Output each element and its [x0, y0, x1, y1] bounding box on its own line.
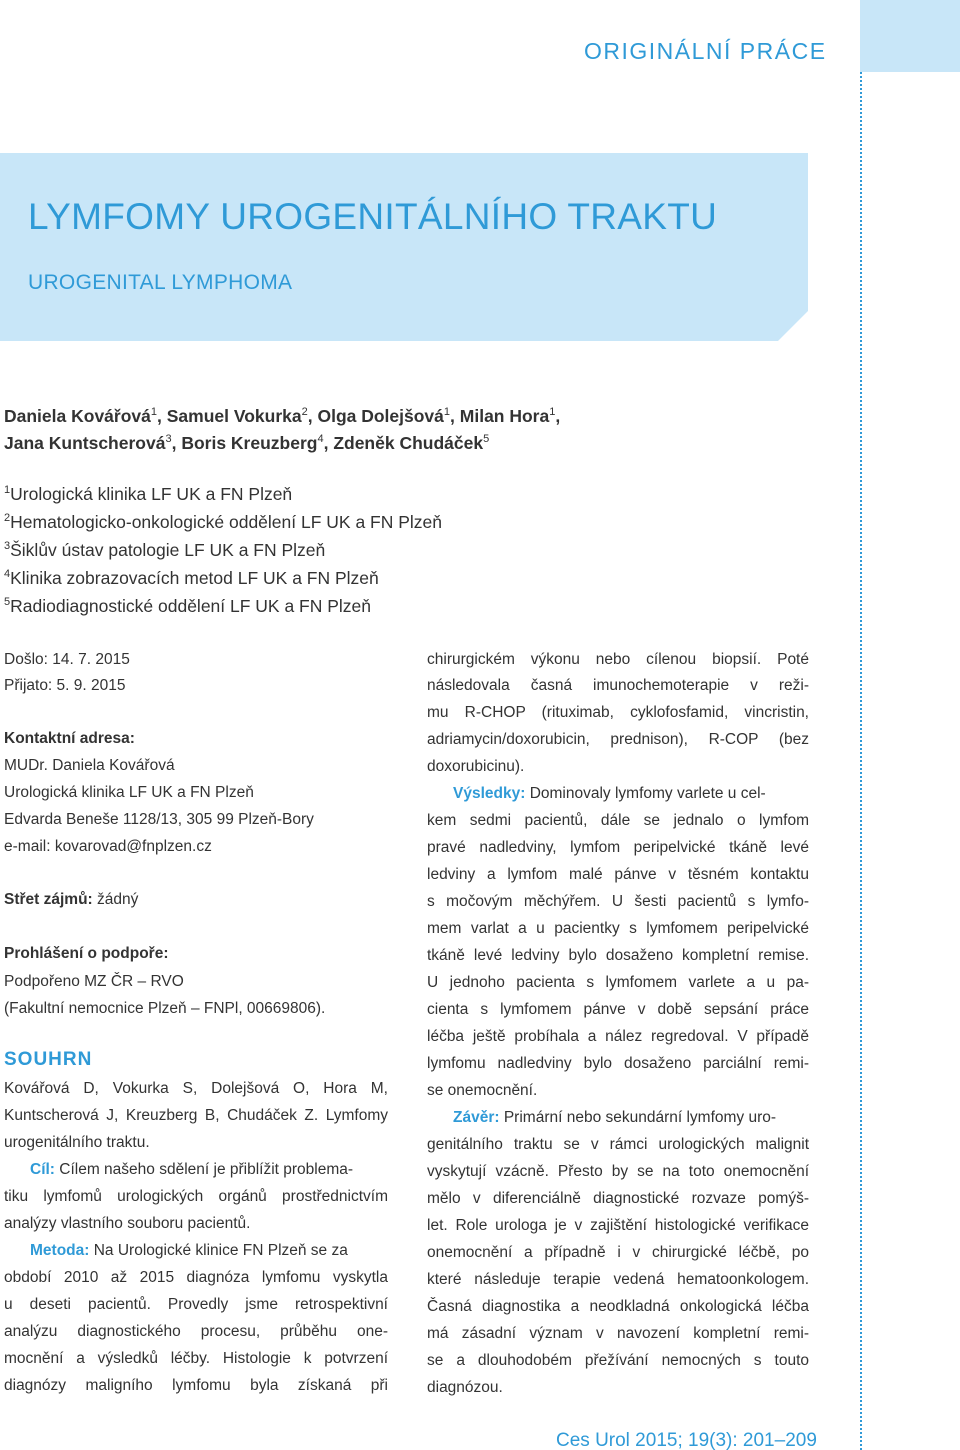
author-affil-sup: 1	[549, 406, 556, 419]
contact-line: Urologická klinika LF UK a FN Plzeň	[4, 784, 254, 801]
summary-citation-line: Kuntscherová J, Kreuzberg B, Chudáček Z. Lymfomy	[4, 1107, 388, 1124]
author-name: Samuel Vokurka	[166, 406, 302, 426]
support-line: (Fakultní nemocnice Plzeň – FNPl, 00669806).	[4, 1000, 326, 1017]
affiliation-1	[4, 484, 292, 505]
aim-line	[30, 1161, 353, 1179]
conflict-of-interest	[4, 891, 138, 909]
title-box	[0, 153, 808, 341]
results-label: Výsledky:	[453, 785, 526, 802]
author-name: Jana Kuntscherová	[4, 433, 166, 453]
results-line: ledviny a lymfom malé pánve v těsném kontaktu	[427, 866, 809, 883]
results-line: s močovým měchýřem. U šesti pacientů s lymfo-	[427, 893, 809, 910]
contact-heading: Kontaktní adresa:	[4, 730, 135, 747]
method-line: období 2010 až 2015 diagnóza lymfomu vyskytla	[4, 1269, 388, 1286]
affiliation-num: 2	[4, 512, 11, 525]
conclusion-line: let. Role urologa je v zajištění histologické verifikace	[427, 1217, 809, 1234]
affiliation-num: 3	[4, 540, 11, 553]
results-line: lymfomu nadledviny bylo dosaženo parciální remi-	[427, 1055, 809, 1072]
author-list-line-2: Jana Kuntscherová$^3$, Boris Kreuzberg$^4$, Zdeněk Chudáček$^5$	[4, 433, 490, 453]
section-label: ORIGINÁLNÍ PRÁCE	[584, 38, 827, 64]
author-affil-sup: 1	[150, 406, 157, 419]
conclusion-text: Primární nebo sekundární lymfomy uro-	[499, 1109, 777, 1126]
conclusion-line: onemocnění a případně i v chirurgické léčbě, po	[427, 1244, 809, 1261]
author-affil-sup: 5	[483, 433, 490, 446]
aim-line: tiku lymfomů urologických orgánů prostřednictvím	[4, 1188, 388, 1205]
author-affil-sup: 3	[165, 433, 172, 446]
conclusion-label: Závěr:	[453, 1109, 500, 1126]
aim-text: Cílem našeho sdělení je přiblížit problema-	[54, 1161, 354, 1178]
affiliation-num: 1	[4, 484, 11, 497]
author-name: Daniela Kovářová	[4, 406, 151, 426]
conclusion-line: diagnózou.	[427, 1379, 503, 1396]
results-line: pravé nadledviny, lymfom peripelvické tkáně levé	[427, 839, 809, 856]
summary-citation-line: Kovářová D, Vokurka S, Dolejšová O, Hora M,	[4, 1080, 388, 1097]
method-text: Na Urologické klinice FN Plzeň se za	[89, 1242, 348, 1259]
support-line: Podpořeno MZ ČR – RVO	[4, 973, 184, 990]
results-line: se onemocnění.	[427, 1082, 538, 1099]
intro-line: následovala časná imunochemoterapie v reži-	[427, 677, 809, 694]
affiliation-5	[4, 596, 371, 617]
page-tab-strip	[860, 0, 960, 72]
method-line	[30, 1242, 348, 1260]
conclusion-line: genitálního traktu se v rámci urologických malignit	[427, 1136, 809, 1153]
conclusion-line: se a dlouhodobém přežívání nemocných s touto	[427, 1352, 809, 1369]
results-line: U jednoho pacienta s lymfomem varlete a u pa-	[427, 974, 809, 991]
conclusion-line	[453, 1109, 776, 1127]
results-text: Dominovaly lymfomy varlete u cel-	[525, 785, 766, 802]
author-affil-sup: 1	[443, 406, 451, 419]
intro-line: mu R-CHOP (rituximab, cyklofosfamid, vincristin,	[427, 704, 809, 721]
results-line: léčba ještě probíhala a nález regredoval. V případě	[427, 1028, 809, 1045]
affiliation-num: 4	[4, 568, 11, 581]
affiliation-text: Šiklův ústav patologie LF UK a FN Plzeň	[10, 540, 326, 560]
author-name: Milan Hora	[459, 406, 550, 426]
conclusion-line: vyskytují vzácně. Přesto by se na toto onemocnění	[427, 1163, 809, 1180]
intro-line: doxorubicinu).	[427, 758, 525, 775]
article-title-english: UROGENITAL LYMPHOMA	[28, 271, 293, 294]
conflict-label: Střet zájmů:	[4, 891, 93, 908]
intro-line: adriamycin/doxorubicin, prednison), R-COP (bez	[427, 731, 809, 748]
affiliation-3	[4, 540, 325, 561]
conclusion-line: Časná diagnostika a neodkladná onkologická léčba	[427, 1298, 809, 1315]
affiliation-text: Radiodiagnostické oddělení LF UK a FN Plzeň	[10, 596, 372, 616]
support-heading: Prohlášení o podpoře:	[4, 945, 169, 962]
summary-citation-line: urogenitálního traktu.	[4, 1134, 150, 1151]
method-line: u deseti pacientů. Provedly jsme retrospektivní	[4, 1296, 388, 1313]
method-label: Metoda:	[30, 1242, 90, 1259]
author-name: Boris Kreuzberg	[181, 433, 318, 453]
affiliation-text: Hematologicko-onkologické oddělení LF UK a FN Plzeň	[10, 512, 443, 532]
author-affil-sup: 4	[317, 433, 324, 446]
aim-line: analýzy vlastního souboru pacientů.	[4, 1215, 251, 1232]
received-date: Došlo: 14. 7. 2015	[4, 651, 130, 668]
journal-citation: Ces Urol 2015; 19(3): 201–209	[556, 1430, 817, 1450]
article-title: LYMFOMY UROGENITÁLNÍHO TRAKTU	[28, 196, 718, 237]
conclusion-line: které následuje terapie vedená hematoonkologem.	[427, 1271, 809, 1288]
contact-line: MUDr. Daniela Kovářová	[4, 757, 175, 774]
author-list-line-1: Daniela Kovářová$^1$, Samuel Vokurka$^2$, Olga Dolejšová$^1$, Milan Hora$^1$,	[4, 406, 561, 426]
results-line	[453, 785, 766, 803]
author-name: Zdeněk Chudáček	[333, 433, 484, 453]
affiliation-4	[4, 568, 379, 589]
aim-label: Cíl:	[30, 1161, 55, 1178]
contact-email[interactable]: e-mail: kovarovad@fnplzen.cz	[4, 838, 212, 855]
conclusion-line: mělo v diferenciálně diagnostické rozvaze pomýš-	[427, 1190, 809, 1207]
conclusion-line: má zásadní význam v navození kompletní remi-	[427, 1325, 809, 1342]
method-line: diagnózy maligního lymfomu byla získaná při	[4, 1377, 388, 1394]
dotted-margin-rule	[860, 72, 862, 1450]
accepted-date: Přijato: 5. 9. 2015	[4, 677, 126, 694]
method-line: analýzu diagnostického procesu, průběhu one-	[4, 1323, 388, 1340]
method-line: mocnění a výsledků léčby. Histologie k potvrzení	[4, 1350, 388, 1367]
results-line: mem varlat a u pacientky s lymfomem peripelvické	[427, 920, 809, 937]
author-affil-sup: 2	[301, 406, 308, 419]
summary-heading: SOUHRN	[4, 1049, 93, 1070]
affiliation-num: 5	[4, 596, 11, 609]
intro-line: chirurgickém výkonu nebo cílenou biopsií. Poté	[427, 651, 809, 668]
results-line: cienta s lymfomem pánve v době sepsání práce	[427, 1001, 809, 1018]
contact-line: Edvarda Beneše 1128/13, 305 99 Plzeň-Bory	[4, 811, 314, 828]
affiliation-2	[4, 512, 442, 533]
results-line: kem sedmi pacientů, dále se jednalo o lymfom	[427, 812, 809, 829]
results-line: tkáně levé ledviny bylo dosaženo kompletní remise.	[427, 947, 809, 964]
author-name: Olga Dolejšová	[317, 406, 444, 426]
conflict-value: žádný	[92, 891, 139, 908]
affiliation-text: Urologická klinika LF UK a FN Plzeň	[10, 484, 293, 504]
header-band	[0, 0, 808, 140]
affiliation-text: Klinika zobrazovacích metod LF UK a FN Plzeň	[10, 568, 379, 588]
